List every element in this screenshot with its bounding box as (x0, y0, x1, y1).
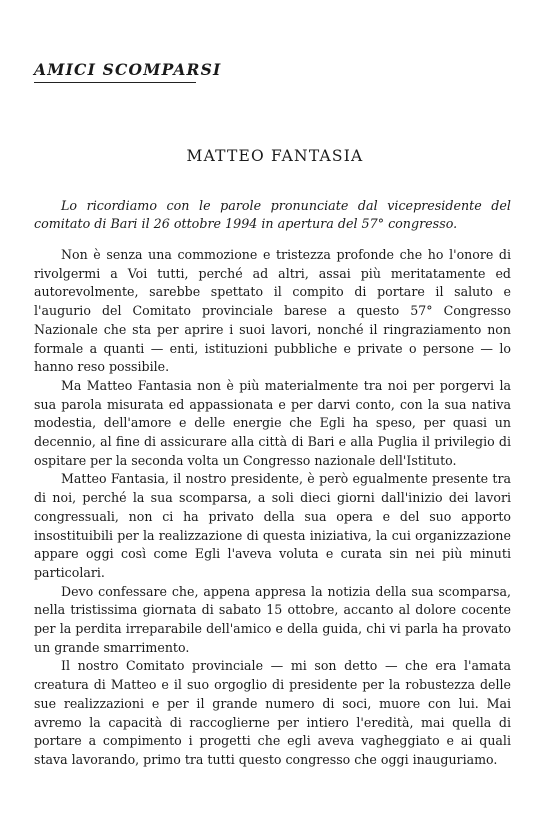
section-title-underline (34, 82, 196, 83)
body-paragraph: Matteo Fantasia, il nostro presidente, è però egualmente presente tra di noi, perché la sua scomparsa, a soli dieci giorni dall'inizio dei lavori congressuali, non ci ha privato della sua opera e del suo apporto insostituibili per la realizzazione di questa iniziativa, la cui organizzazione appare oggi così come Egli l'aveva voluta e curata sin nei più minuti particolari. (34, 471, 511, 580)
section-title: AMICI SCOMPARSI (34, 60, 222, 79)
body-paragraph: Devo confessare che, appena appresa la notizia della sua scomparsa, nella tristissima giornata di sabato 15 ottobre, accanto al dolore cocente per la perdita irreparabile dell'amico e della guida, chi vi parla ha provato un grande smarrimento. (34, 583, 511, 655)
intro-paragraph: Lo ricordiamo con le parole pronunciate dal vicepresidente del comitato di Bari il 26 ottobre 1994 in apertura del 57° congresso. (34, 198, 511, 231)
body-paragraph: Non è senza una commozione e tristezza profonde che ho l'onore di rivolgermi a Voi tutti, perché ad altri, assai più meritatamente ed autorevolmente, sarebbe spettato il compito di portare il saluto e l'augurio del Comitato provinciale barese a questo 57° Congresso Nazionale che sta per aprire i suoi lavori, nonché il ringraziamento non formale a quanti — enti, istituzioni pubbliche e private o persone — lo hanno reso possibile. (34, 247, 511, 375)
body-paragraph: Il nostro Comitato provinciale — mi son detto — che era l'amata creatura di Matteo e il suo orgoglio di presidente per la robustezza delle sue realizzazioni e per il grande numero di soci, muore con lui. Mai avremo la capacità di raccoglierne per intiero l'eredità, mai quella di portare a compimento i progetti che egli aveva vagheggiato e ai quali stava lavorando, primo tra tutti questo congresso che oggi inauguriamo. (34, 658, 511, 767)
obituary-heading: MATTEO FANTASIA (186, 147, 364, 165)
body-text (34, 246, 511, 770)
body-paragraph: Ma Matteo Fantasia non è più materialmente tra noi per porgervi la sua parola misurata ed appassionata e per darvi conto, con la sua nativa modestia, dell'amore e delle energie che Egli ha speso, per quasi un decennio, al fine di assicurare alla città di Bari e alla Puglia il privilegio di ospitare per la seconda volta un Congresso nazionale dell'Istituto. (34, 377, 511, 468)
